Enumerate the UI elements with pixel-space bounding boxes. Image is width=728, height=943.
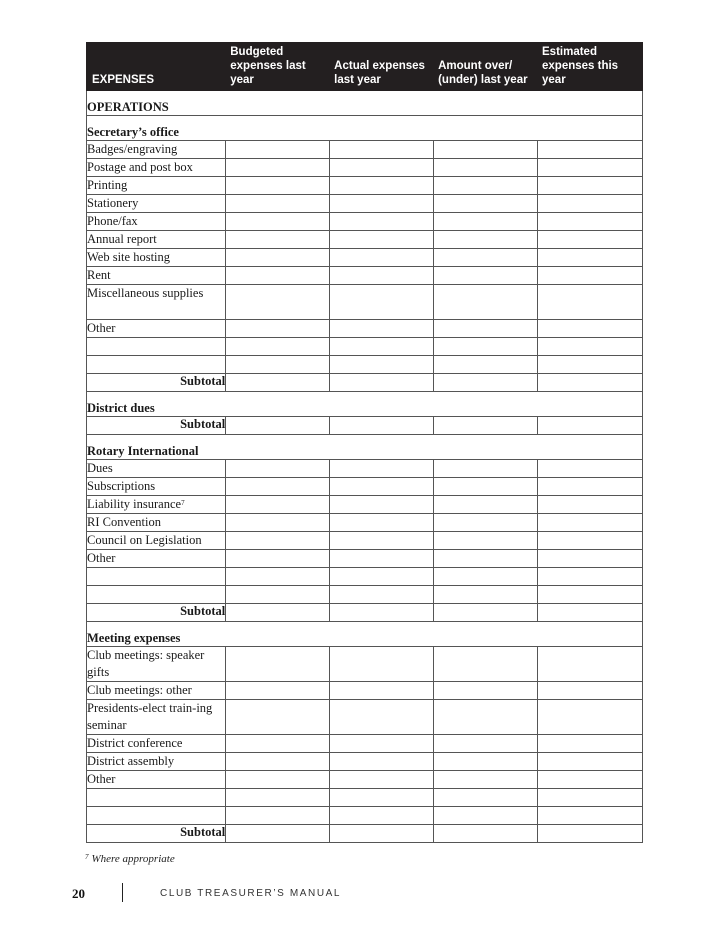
- estimate-cell[interactable]: [538, 586, 643, 604]
- over-under-cell[interactable]: [434, 320, 538, 338]
- blank-label-cell[interactable]: [87, 568, 226, 586]
- budget-cell[interactable]: [226, 682, 330, 700]
- budget-cell[interactable]: [226, 177, 330, 195]
- budget-cell[interactable]: [226, 789, 330, 807]
- over-under-cell[interactable]: [434, 285, 538, 320]
- over-under-cell[interactable]: [434, 231, 538, 249]
- actual-cell[interactable]: [330, 356, 434, 374]
- over-under-cell[interactable]: [434, 195, 538, 213]
- table-row: [87, 460, 643, 478]
- blank-label-cell[interactable]: [87, 807, 226, 825]
- estimate-cell[interactable]: [538, 267, 643, 285]
- subtotal-label: Subtotal: [87, 825, 226, 843]
- actual-cell[interactable]: [330, 338, 434, 356]
- table-row: [87, 213, 643, 231]
- actual-cell[interactable]: [330, 514, 434, 532]
- blank-label-cell[interactable]: [87, 338, 226, 356]
- estimate-cell[interactable]: [538, 177, 643, 195]
- budget-cell[interactable]: [226, 807, 330, 825]
- over-under-cell[interactable]: [434, 700, 538, 735]
- row-label: Other: [87, 550, 226, 568]
- running-head: CLUB TREASURER’S MANUAL: [160, 888, 342, 899]
- over-under-cell[interactable]: [434, 807, 538, 825]
- budget-cell[interactable]: [226, 159, 330, 177]
- row-label: Stationery: [87, 195, 226, 213]
- row-label: Postage and post box: [87, 159, 226, 177]
- estimate-cell[interactable]: [538, 514, 643, 532]
- over-under-cell[interactable]: [434, 647, 538, 682]
- over-under-cell[interactable]: [434, 374, 538, 392]
- actual-cell[interactable]: [330, 159, 434, 177]
- over-under-cell[interactable]: [434, 213, 538, 231]
- row-label: Club meetings: speaker gifts: [87, 647, 226, 682]
- expenses-table: [86, 42, 643, 843]
- estimate-cell[interactable]: [538, 141, 643, 159]
- section-title-meeting: Meeting expenses: [87, 622, 643, 647]
- row-label: Badges/engraving: [87, 141, 226, 159]
- budget-cell[interactable]: [226, 285, 330, 320]
- over-under-cell[interactable]: [434, 141, 538, 159]
- budget-cell[interactable]: [226, 374, 330, 392]
- budget-cell[interactable]: [226, 753, 330, 771]
- footer-divider: [122, 883, 123, 902]
- subtotal-row: [87, 417, 643, 435]
- over-under-cell[interactable]: [434, 514, 538, 532]
- actual-cell[interactable]: [330, 141, 434, 159]
- estimate-cell[interactable]: [538, 753, 643, 771]
- over-under-cell[interactable]: [434, 460, 538, 478]
- estimate-cell[interactable]: [538, 825, 643, 843]
- budget-cell[interactable]: [226, 550, 330, 568]
- actual-cell[interactable]: [330, 417, 434, 435]
- estimate-cell[interactable]: [538, 249, 643, 267]
- over-under-cell[interactable]: [434, 249, 538, 267]
- table-row: [87, 159, 643, 177]
- estimate-cell[interactable]: [538, 807, 643, 825]
- estimate-cell[interactable]: [538, 700, 643, 735]
- section-row: [87, 435, 643, 460]
- actual-cell[interactable]: [330, 647, 434, 682]
- actual-cell[interactable]: [330, 231, 434, 249]
- subtotal-row: [87, 374, 643, 392]
- operations-label: OPERATIONS: [87, 91, 643, 116]
- estimate-cell[interactable]: [538, 789, 643, 807]
- table-row: [87, 700, 643, 735]
- blank-row: [87, 356, 643, 374]
- estimate-cell[interactable]: [538, 496, 643, 514]
- estimate-cell[interactable]: [538, 338, 643, 356]
- blank-row: [87, 338, 643, 356]
- section-title-secretary: Secretary’s office: [87, 116, 643, 141]
- table-row: [87, 550, 643, 568]
- estimate-cell[interactable]: [538, 374, 643, 392]
- row-label: Club meetings: other: [87, 682, 226, 700]
- estimate-cell[interactable]: [538, 771, 643, 789]
- row-label: Subscriptions: [87, 478, 226, 496]
- table-row: [87, 771, 643, 789]
- budget-cell[interactable]: [226, 825, 330, 843]
- row-label: District conference: [87, 735, 226, 753]
- estimate-cell[interactable]: [538, 647, 643, 682]
- budget-cell[interactable]: [226, 700, 330, 735]
- table-row: [87, 285, 643, 320]
- actual-cell[interactable]: [330, 807, 434, 825]
- budget-cell[interactable]: [226, 586, 330, 604]
- over-under-cell[interactable]: [434, 532, 538, 550]
- over-under-cell[interactable]: [434, 478, 538, 496]
- table-row: [87, 267, 643, 285]
- actual-cell[interactable]: [330, 789, 434, 807]
- row-label: RI Convention: [87, 514, 226, 532]
- budget-cell[interactable]: [226, 647, 330, 682]
- over-under-cell[interactable]: [434, 496, 538, 514]
- footnote-marker: 7: [181, 499, 185, 507]
- blank-row: [87, 586, 643, 604]
- budget-cell[interactable]: [226, 478, 330, 496]
- over-under-cell[interactable]: [434, 682, 538, 700]
- header-row: [87, 43, 643, 91]
- estimate-cell[interactable]: [538, 356, 643, 374]
- table-row: [87, 682, 643, 700]
- table-row: [87, 735, 643, 753]
- estimate-cell[interactable]: [538, 195, 643, 213]
- estimate-cell[interactable]: [538, 735, 643, 753]
- table-row: [87, 532, 643, 550]
- actual-cell[interactable]: [330, 586, 434, 604]
- actual-cell[interactable]: [330, 682, 434, 700]
- over-under-cell[interactable]: [434, 356, 538, 374]
- estimate-cell[interactable]: [538, 604, 643, 622]
- blank-row: [87, 807, 643, 825]
- budget-cell[interactable]: [226, 735, 330, 753]
- estimate-cell[interactable]: [538, 213, 643, 231]
- row-label: Miscellaneous supplies: [87, 285, 226, 320]
- row-label: Annual report: [87, 231, 226, 249]
- estimate-cell[interactable]: [538, 682, 643, 700]
- over-under-cell[interactable]: [434, 825, 538, 843]
- table-row: [87, 496, 643, 514]
- actual-cell[interactable]: [330, 532, 434, 550]
- header-over-under: Amount over/ (under) last year: [434, 43, 538, 91]
- budget-cell[interactable]: [226, 417, 330, 435]
- over-under-cell[interactable]: [434, 789, 538, 807]
- actual-cell[interactable]: [330, 825, 434, 843]
- over-under-cell[interactable]: [434, 771, 538, 789]
- budget-cell[interactable]: [226, 213, 330, 231]
- footnote-text: Where appropriate: [91, 853, 175, 865]
- over-under-cell[interactable]: [434, 267, 538, 285]
- budget-cell[interactable]: [226, 249, 330, 267]
- table-row: [87, 195, 643, 213]
- operations-row: [87, 91, 643, 116]
- budget-cell[interactable]: [226, 771, 330, 789]
- section-row: [87, 116, 643, 141]
- actual-cell[interactable]: [330, 604, 434, 622]
- table-row: [87, 249, 643, 267]
- over-under-cell[interactable]: [434, 338, 538, 356]
- row-label: Rent: [87, 267, 226, 285]
- section-row: [87, 392, 643, 417]
- over-under-cell[interactable]: [434, 417, 538, 435]
- budget-cell[interactable]: [226, 532, 330, 550]
- budget-cell[interactable]: [226, 195, 330, 213]
- actual-cell[interactable]: [330, 700, 434, 735]
- blank-label-cell[interactable]: [87, 789, 226, 807]
- actual-cell[interactable]: [330, 267, 434, 285]
- estimate-cell[interactable]: [538, 159, 643, 177]
- blank-row: [87, 789, 643, 807]
- actual-cell[interactable]: [330, 249, 434, 267]
- section-row: [87, 622, 643, 647]
- budget-cell[interactable]: [226, 320, 330, 338]
- estimate-cell[interactable]: [538, 460, 643, 478]
- section-title-district: District dues: [87, 392, 643, 417]
- row-label: Dues: [87, 460, 226, 478]
- table-row: [87, 141, 643, 159]
- row-label: Other: [87, 320, 226, 338]
- estimate-cell[interactable]: [538, 285, 643, 320]
- budget-cell[interactable]: [226, 604, 330, 622]
- over-under-cell[interactable]: [434, 177, 538, 195]
- estimate-cell[interactable]: [538, 568, 643, 586]
- actual-cell[interactable]: [330, 460, 434, 478]
- actual-cell[interactable]: [330, 320, 434, 338]
- actual-cell[interactable]: [330, 213, 434, 231]
- row-label: District assembly: [87, 753, 226, 771]
- actual-cell[interactable]: [330, 195, 434, 213]
- row-label: Council on Legislation: [87, 532, 226, 550]
- row-label: Phone/fax: [87, 213, 226, 231]
- footnote-number: 7: [85, 853, 89, 861]
- row-label: Web site hosting: [87, 249, 226, 267]
- header-budgeted: Budgeted expenses last year: [226, 43, 330, 91]
- over-under-cell[interactable]: [434, 568, 538, 586]
- estimate-cell[interactable]: [538, 417, 643, 435]
- header-estimated: Estimated expenses this year: [538, 43, 643, 91]
- actual-cell[interactable]: [330, 735, 434, 753]
- estimate-cell[interactable]: [538, 231, 643, 249]
- subtotal-label: Subtotal: [87, 417, 226, 435]
- table-row: [87, 478, 643, 496]
- table-row: [87, 514, 643, 532]
- actual-cell[interactable]: [330, 550, 434, 568]
- section-title-rotary: Rotary International: [87, 435, 643, 460]
- footnote: [85, 853, 175, 865]
- row-label: Liability insurance: [87, 497, 182, 511]
- budget-cell[interactable]: [226, 231, 330, 249]
- budget-cell[interactable]: [226, 568, 330, 586]
- budget-cell[interactable]: [226, 514, 330, 532]
- row-label-liability: [87, 496, 226, 514]
- actual-cell[interactable]: [330, 753, 434, 771]
- header-expenses: EXPENSES: [87, 43, 226, 91]
- actual-cell[interactable]: [330, 496, 434, 514]
- over-under-cell[interactable]: [434, 159, 538, 177]
- page-number: 20: [72, 886, 85, 901]
- budget-cell[interactable]: [226, 338, 330, 356]
- actual-cell[interactable]: [330, 478, 434, 496]
- subtotal-row: [87, 825, 643, 843]
- budget-cell[interactable]: [226, 267, 330, 285]
- blank-label-cell[interactable]: [87, 356, 226, 374]
- actual-cell[interactable]: [330, 285, 434, 320]
- budget-cell[interactable]: [226, 496, 330, 514]
- over-under-cell[interactable]: [434, 753, 538, 771]
- subtotal-label: Subtotal: [87, 374, 226, 392]
- blank-row: [87, 568, 643, 586]
- actual-cell[interactable]: [330, 374, 434, 392]
- table-row: [87, 647, 643, 682]
- estimate-cell[interactable]: [538, 550, 643, 568]
- actual-cell[interactable]: [330, 177, 434, 195]
- blank-label-cell[interactable]: [87, 586, 226, 604]
- over-under-cell[interactable]: [434, 735, 538, 753]
- header-actual: Actual expenses last year: [330, 43, 434, 91]
- table-row: [87, 753, 643, 771]
- estimate-cell[interactable]: [538, 532, 643, 550]
- actual-cell[interactable]: [330, 771, 434, 789]
- table-row: [87, 177, 643, 195]
- row-label: Other: [87, 771, 226, 789]
- subtotal-row: [87, 604, 643, 622]
- row-label: Presidents-elect train-ing seminar: [87, 700, 226, 735]
- actual-cell[interactable]: [330, 568, 434, 586]
- table-row: [87, 231, 643, 249]
- budget-cell[interactable]: [226, 141, 330, 159]
- budget-cell[interactable]: [226, 356, 330, 374]
- row-label: Printing: [87, 177, 226, 195]
- budget-cell[interactable]: [226, 460, 330, 478]
- subtotal-label: Subtotal: [87, 604, 226, 622]
- over-under-cell[interactable]: [434, 586, 538, 604]
- table-row: [87, 320, 643, 338]
- estimate-cell[interactable]: [538, 478, 643, 496]
- estimate-cell[interactable]: [538, 320, 643, 338]
- over-under-cell[interactable]: [434, 550, 538, 568]
- over-under-cell[interactable]: [434, 604, 538, 622]
